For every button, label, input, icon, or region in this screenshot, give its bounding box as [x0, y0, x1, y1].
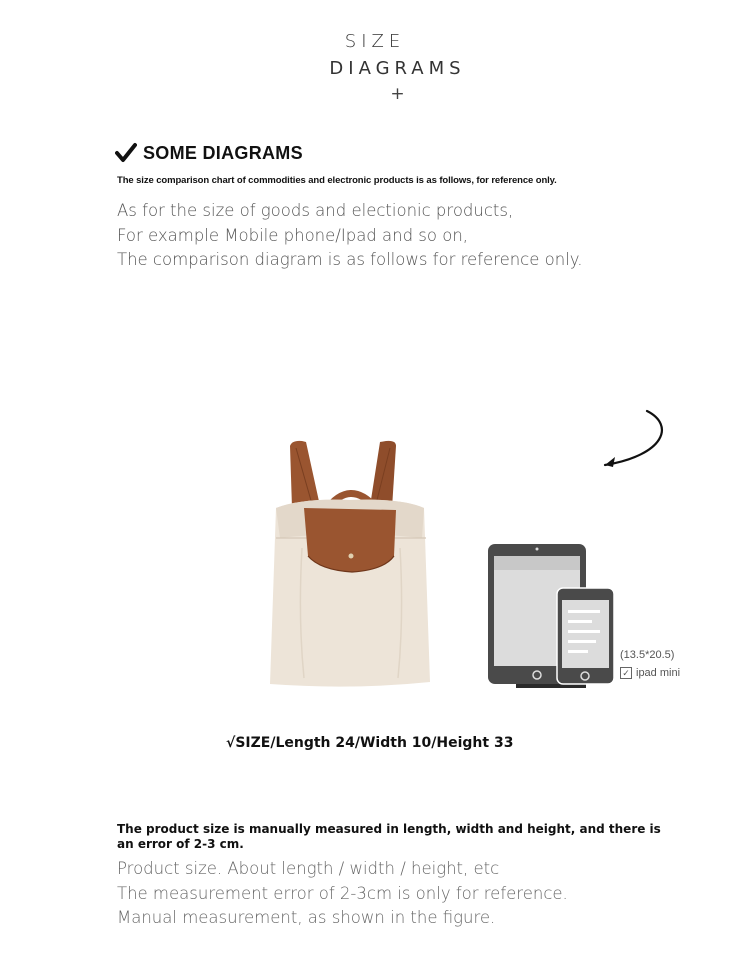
section-title-text: SOME DIAGRAMS	[143, 142, 303, 163]
checkbox-icon: ✓	[620, 667, 632, 679]
measurement-line: The measurement error of 2-3cm is only for reference.	[117, 883, 568, 903]
intro-line: For example Mobile phone/Ipad and so on,	[117, 225, 469, 245]
intro-text	[117, 199, 582, 273]
measurement-note: The product size is manually measured in length, width and height, and there is an error of 2-3 cm.	[117, 822, 661, 851]
device-size-image	[484, 540, 619, 692]
ipad-size-label: (13.5*20.5)	[620, 649, 675, 661]
header-plus: +	[390, 84, 405, 104]
measurement-line: Product size. About length / width / height, etc	[117, 859, 500, 878]
section-title	[115, 142, 303, 164]
curved-arrow-icon	[595, 405, 675, 475]
measurement-line: Manual measurement, as shown in the figure.	[117, 908, 496, 927]
measurement-text	[117, 857, 568, 931]
ipad-mini-label	[620, 667, 680, 679]
product-size: √SIZE/Length 24/Width 10/Height 33	[226, 735, 514, 751]
header-diagrams: DIAGRAMS	[329, 58, 466, 79]
ipad-mini-text: ipad mini	[636, 667, 681, 679]
intro-line: As for the size of goods and electionic products,	[117, 201, 514, 220]
intro-line: The comparison diagram is as follows for reference only.	[117, 250, 583, 269]
header-size: SIZE	[344, 31, 406, 52]
section-note: The size comparison chart of commodities and electronic products is as follows, for reference only.	[117, 175, 557, 186]
backpack-image	[262, 438, 440, 693]
checkmark-icon	[115, 142, 137, 164]
